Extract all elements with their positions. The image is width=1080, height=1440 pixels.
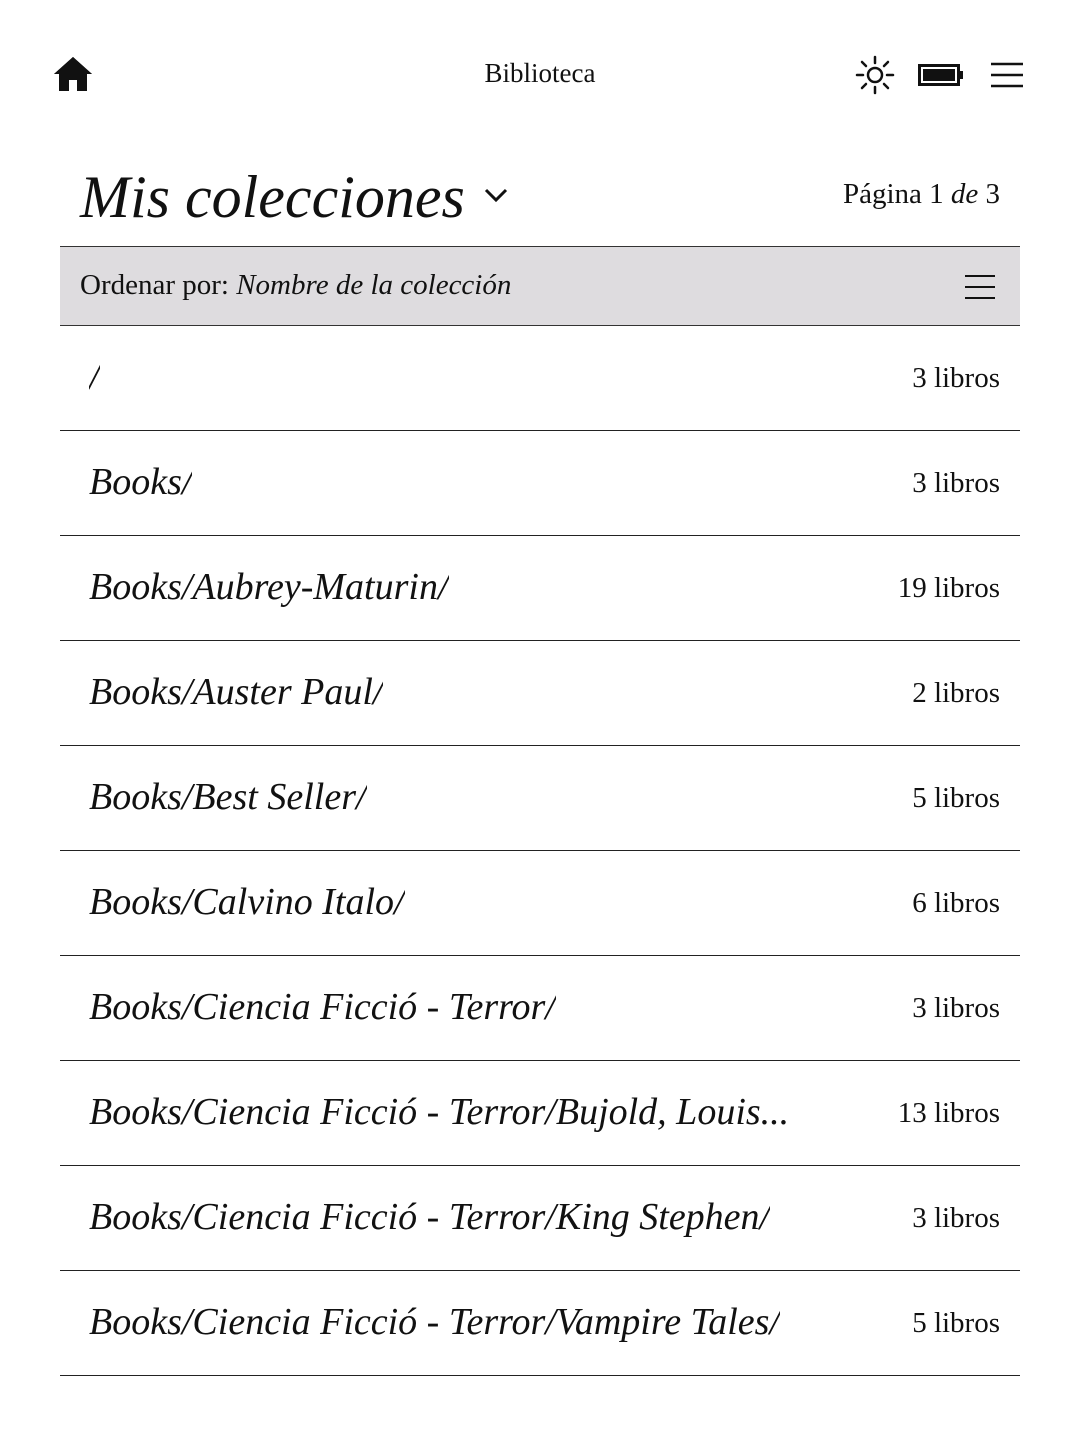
collection-name: Books/Aubrey-Maturin/ <box>89 566 449 608</box>
pagination-indicator <box>843 178 1000 211</box>
list-item[interactable] <box>60 1271 1020 1376</box>
page-current: 1 <box>929 178 944 210</box>
page-label: Página <box>842 178 922 210</box>
page-total: 3 <box>985 178 1000 210</box>
list-item[interactable] <box>60 1166 1020 1271</box>
collection-name: Books/Auster Paul/ <box>89 671 384 713</box>
list-item[interactable] <box>60 431 1020 536</box>
collection-name: Books/Ciencia Ficció - Terror/Vampire Tales/ <box>89 1301 781 1343</box>
list-item[interactable] <box>60 1061 1020 1166</box>
page-of-label: de <box>950 178 979 210</box>
collection-count: 13 libros <box>897 1097 1000 1129</box>
sort-label-text: Ordenar por: <box>80 269 229 301</box>
collection-count: 6 libros <box>912 887 1000 919</box>
list-item[interactable] <box>60 746 1020 851</box>
collection-name: Books/Ciencia Ficció - Terror/ <box>89 986 556 1028</box>
collection-name: Books/Ciencia Ficció - Terror/King Stephen/ <box>89 1196 771 1238</box>
list-item[interactable] <box>60 641 1020 746</box>
collection-name: Books/Ciencia Ficció - Terror/Bujold, Louis... <box>89 1091 790 1133</box>
collection-name: Books/ <box>89 461 193 503</box>
collection-count: 19 libros <box>897 572 1000 604</box>
home-icon[interactable] <box>52 54 94 94</box>
collections-list <box>60 326 1020 1376</box>
collection-count: 5 libros <box>912 782 1000 814</box>
list-item[interactable] <box>60 956 1020 1061</box>
collection-name: Books/Best Seller/ <box>89 776 367 818</box>
sort-bar[interactable] <box>60 246 1020 326</box>
list-item[interactable] <box>60 851 1020 956</box>
page-title[interactable]: Mis colecciones <box>80 164 465 230</box>
top-bar <box>0 0 1080 150</box>
list-item[interactable] <box>60 536 1020 641</box>
sort-options-icon[interactable] <box>964 273 996 301</box>
collection-count: 3 libros <box>912 992 1000 1024</box>
collection-count: 2 libros <box>912 677 1000 709</box>
chevron-down-icon[interactable] <box>483 186 509 204</box>
collection-name: / <box>89 356 100 398</box>
collections-header <box>0 150 1080 246</box>
collection-name: Books/Calvino Italo/ <box>89 881 405 923</box>
collection-count: 3 libros <box>912 362 1000 394</box>
frontlight-icon[interactable] <box>855 55 895 95</box>
list-item[interactable] <box>60 326 1020 431</box>
collection-count: 3 libros <box>912 1202 1000 1234</box>
collection-count: 5 libros <box>912 1307 1000 1339</box>
battery-icon[interactable] <box>918 62 964 88</box>
sort-label <box>80 269 511 302</box>
collection-count: 3 libros <box>912 467 1000 499</box>
app-title: Biblioteca <box>484 58 596 88</box>
menu-icon[interactable] <box>990 60 1024 90</box>
sort-value[interactable]: Nombre de la colección <box>236 269 512 301</box>
